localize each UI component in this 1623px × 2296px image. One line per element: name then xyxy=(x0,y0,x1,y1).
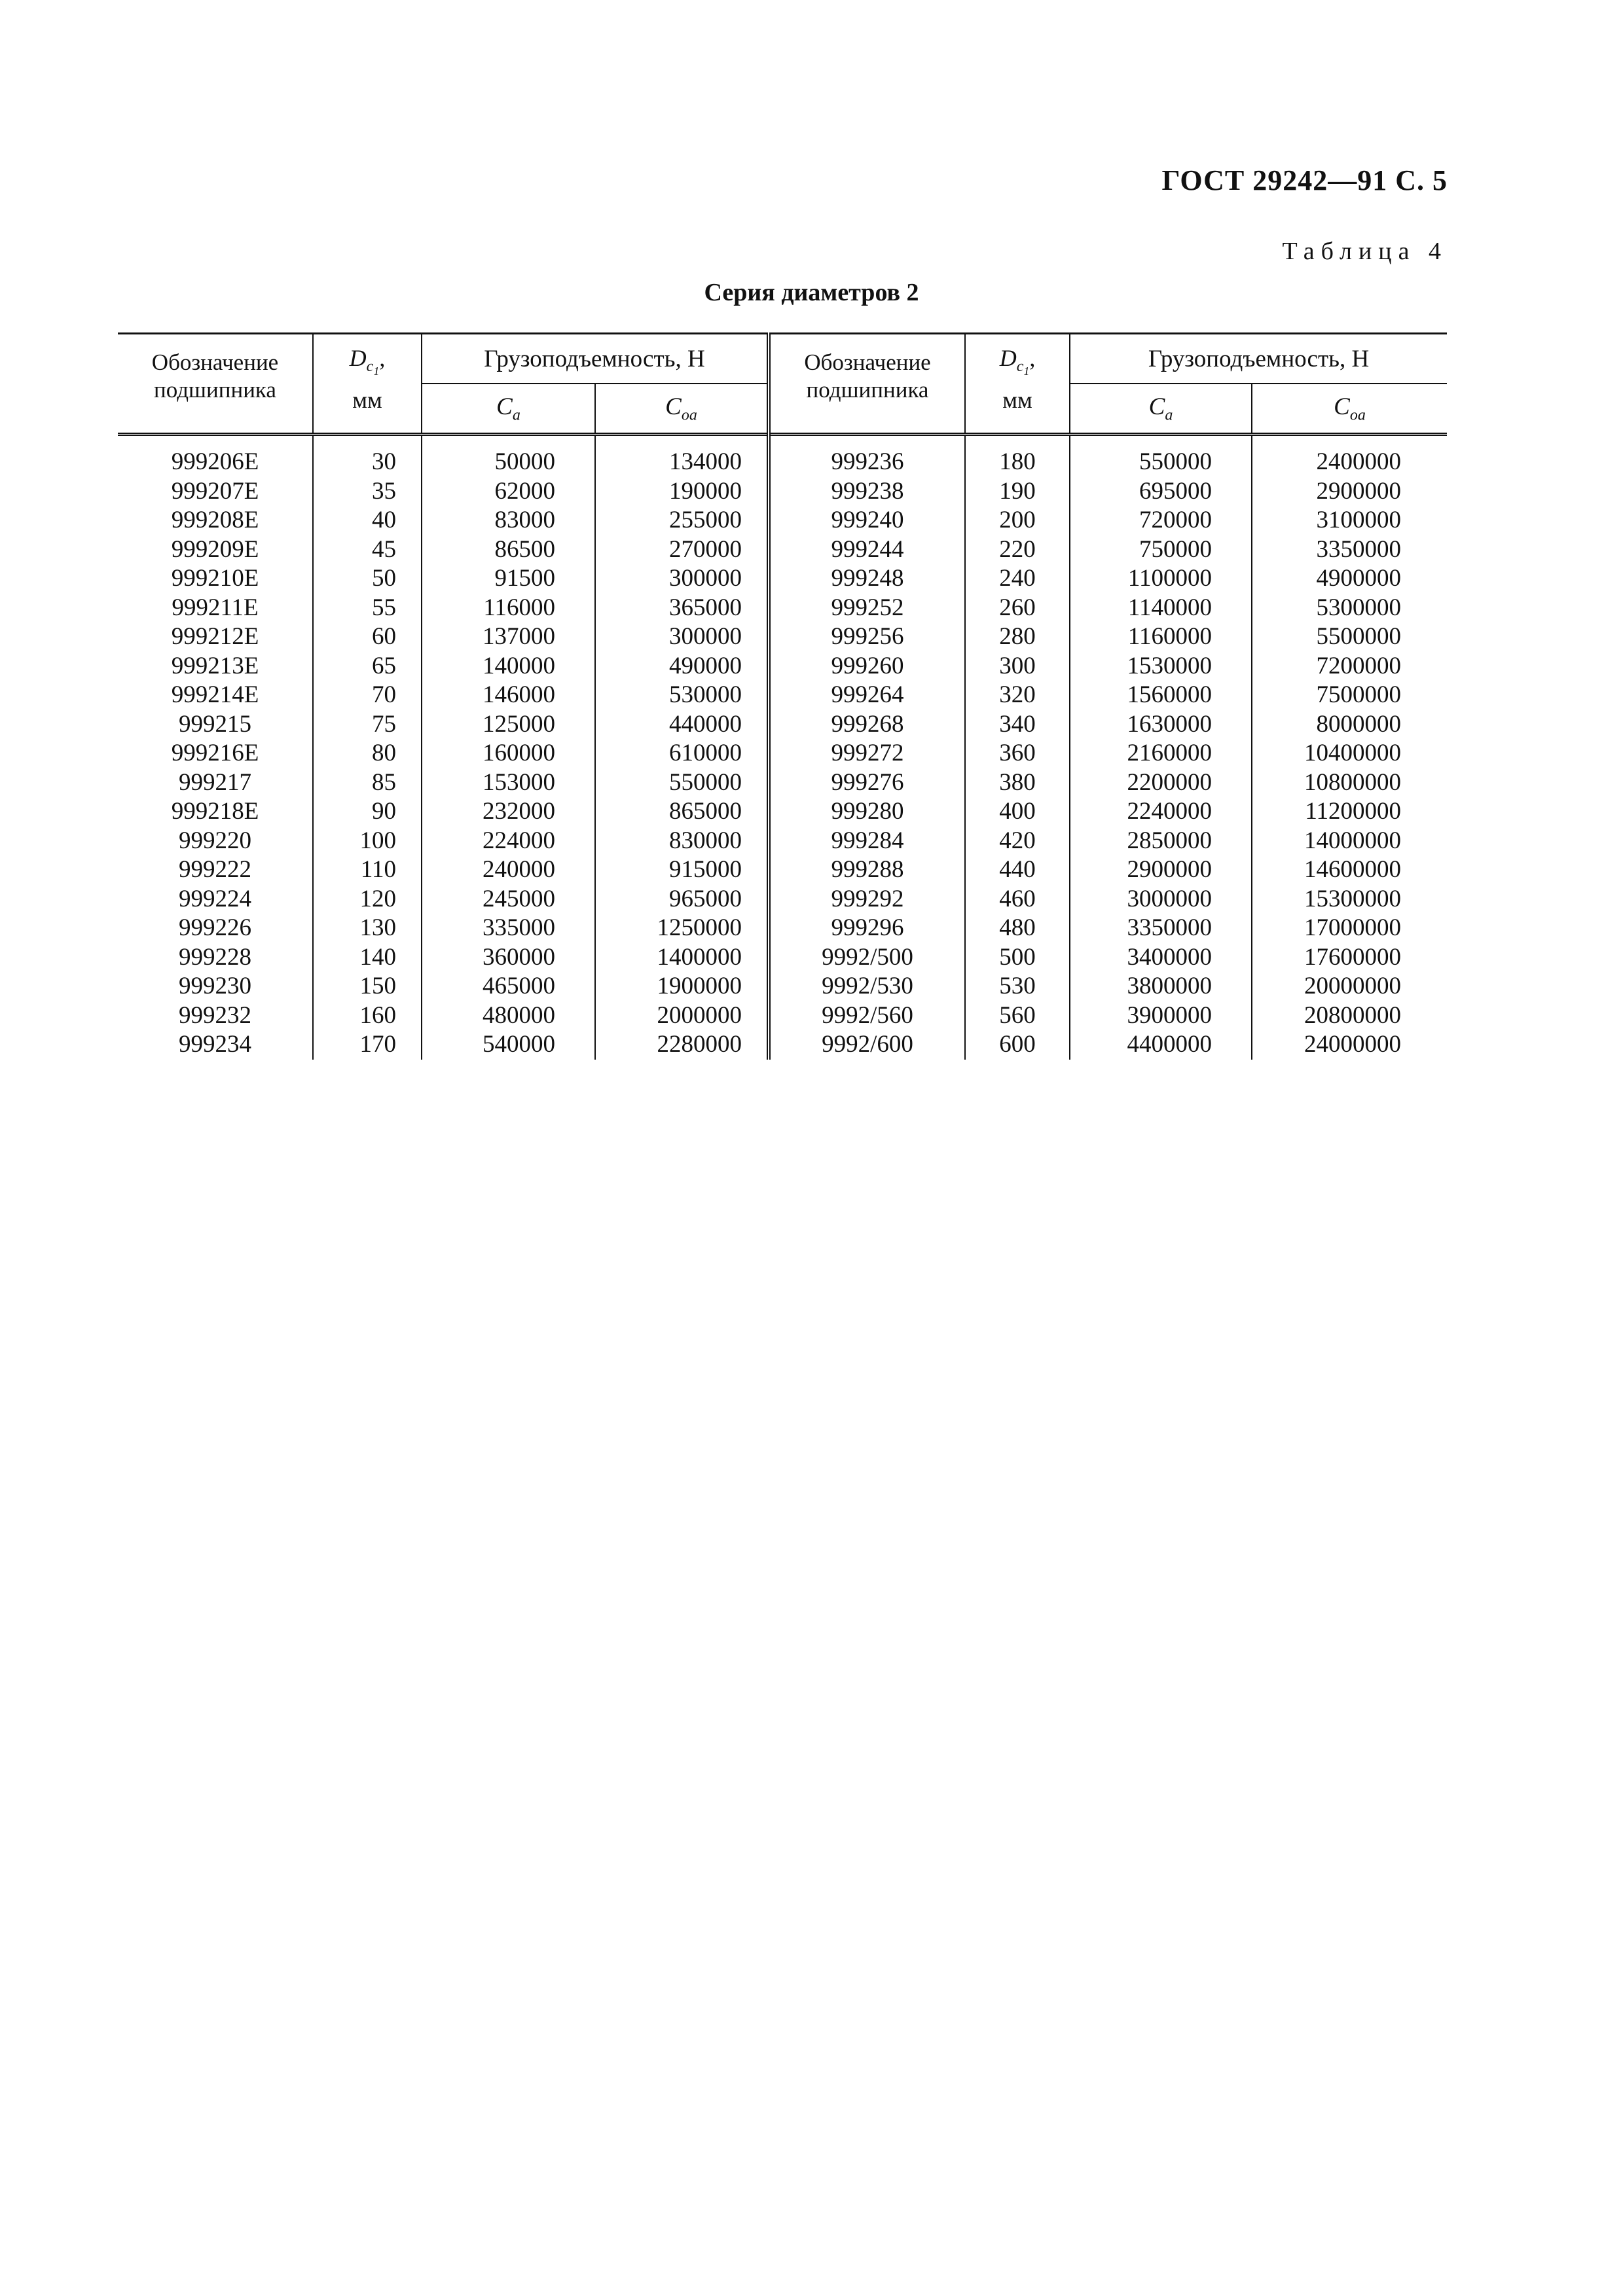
diameter-cell-right: 340 xyxy=(965,710,1070,740)
coa-cell: 490000 xyxy=(595,652,769,681)
ca-cell-right: 1630000 xyxy=(1070,710,1252,740)
designation-cell: 999209E xyxy=(118,535,313,565)
designation-header-line2: подшипника xyxy=(154,377,276,403)
designation-cell-right: 999276 xyxy=(769,768,965,798)
ca-cell-right: 3400000 xyxy=(1070,943,1252,973)
ca-cell: 480000 xyxy=(422,1001,595,1031)
ca-cell: 146000 xyxy=(422,681,595,710)
designation-cell: 999224 xyxy=(118,885,313,914)
table-row xyxy=(118,535,1447,565)
coa-cell: 530000 xyxy=(595,681,769,710)
diameter-cell: 140 xyxy=(313,943,422,973)
coa-cell-right: 3350000 xyxy=(1316,535,1402,563)
ca-cell-right: 2240000 xyxy=(1070,797,1252,827)
ca-cell: 160000 xyxy=(422,739,595,768)
ca-cell: 137000 xyxy=(422,622,595,652)
designation-cell: 999212E xyxy=(118,622,313,652)
diameter-cell: 120 xyxy=(313,885,422,914)
coa-cell-right: 20800000 xyxy=(1304,1001,1402,1029)
designation-cell: 999215 xyxy=(118,710,313,740)
coa-cell-right: 5500000 xyxy=(1316,623,1402,650)
table-row xyxy=(118,1030,1447,1060)
designation-header-right-line2: подшипника xyxy=(806,377,929,403)
designation-header-line1: Обозначение xyxy=(151,350,279,375)
ca-cell-right: 750000 xyxy=(1070,535,1252,565)
coa-cell-right: 2900000 xyxy=(1316,477,1402,505)
coa-cell-right: 8000000 xyxy=(1316,710,1402,738)
coa-cell: 830000 xyxy=(595,827,769,856)
ca-cell-right: 550000 xyxy=(1070,435,1252,477)
ca-cell-right: 3350000 xyxy=(1070,914,1252,943)
designation-cell: 999222 xyxy=(118,855,313,885)
coa-cell-right: 11200000 xyxy=(1305,798,1402,825)
table-row xyxy=(118,652,1447,681)
designation-header xyxy=(118,334,313,435)
diameter-cell: 85 xyxy=(313,768,422,798)
diameter-cell: 70 xyxy=(313,681,422,710)
diameter-cell-right: 320 xyxy=(965,681,1070,710)
designation-cell-right: 999280 xyxy=(769,797,965,827)
coa-cell: 2000000 xyxy=(595,1001,769,1031)
ca-cell: 540000 xyxy=(422,1030,595,1060)
coa-cell-right: 4900000 xyxy=(1316,565,1402,592)
diameter-cell-right: 240 xyxy=(965,564,1070,594)
ca-cell-right: 1560000 xyxy=(1070,681,1252,710)
coa-cell-right: 17600000 xyxy=(1304,943,1402,971)
coa-cell: 440000 xyxy=(595,710,769,740)
diameter-cell-right: 180 xyxy=(965,435,1070,477)
coa-cell: 610000 xyxy=(595,739,769,768)
coa-cell: 255000 xyxy=(595,506,769,535)
designation-cell-right: 999252 xyxy=(769,594,965,623)
diameter-cell: 130 xyxy=(313,914,422,943)
ca-cell-right: 1140000 xyxy=(1070,594,1252,623)
diameter-cell: 60 xyxy=(313,622,422,652)
diameter-cell-right: 560 xyxy=(965,1001,1070,1031)
coa-cell-right: 2400000 xyxy=(1316,448,1402,475)
designation-header-right xyxy=(769,334,965,435)
designation-cell: 999228 xyxy=(118,943,313,973)
designation-cell: 999226 xyxy=(118,914,313,943)
designation-cell: 999217 xyxy=(118,768,313,798)
coa-cell-right: 5300000 xyxy=(1316,594,1402,621)
diameter-cell-right: 440 xyxy=(965,855,1070,885)
diameter-cell: 110 xyxy=(313,855,422,885)
coa-cell: 550000 xyxy=(595,768,769,798)
table-row xyxy=(118,768,1447,798)
designation-cell-right: 999256 xyxy=(769,622,965,652)
ca-cell-right: 2850000 xyxy=(1070,827,1252,856)
coa-header-right: $C_{oa}$ xyxy=(1252,384,1447,435)
designation-cell: 999214E xyxy=(118,681,313,710)
ca-cell: 465000 xyxy=(422,972,595,1001)
table-row xyxy=(118,710,1447,740)
coa-cell: 300000 xyxy=(595,622,769,652)
coa-cell-right: 14000000 xyxy=(1304,827,1402,854)
diameter-cell-right: 420 xyxy=(965,827,1070,856)
diameter-cell-right: 480 xyxy=(965,914,1070,943)
table-row xyxy=(118,855,1447,885)
designation-cell-right: 9992/500 xyxy=(769,943,965,973)
diameter-header-right: $D_{c_1}$, мм xyxy=(965,334,1070,435)
diameter-unit-right: мм xyxy=(1002,386,1032,413)
table-row xyxy=(118,594,1447,623)
designation-cell: 999207E xyxy=(118,477,313,507)
coa-cell-right: 7200000 xyxy=(1316,652,1402,679)
series-title: Серия диаметров 2 xyxy=(704,279,919,306)
diameter-cell-right: 260 xyxy=(965,594,1070,623)
ca-cell-right: 695000 xyxy=(1070,477,1252,507)
ca-cell: 335000 xyxy=(422,914,595,943)
diameter-cell-right: 220 xyxy=(965,535,1070,565)
page-header-standard: ГОСТ 29242—91 С. 5 xyxy=(1161,164,1448,196)
ca-cell-right: 1100000 xyxy=(1070,564,1252,594)
coa-cell-right: 10400000 xyxy=(1304,740,1402,766)
table-row xyxy=(118,435,1447,477)
diameter-cell-right: 400 xyxy=(965,797,1070,827)
designation-cell: 999234 xyxy=(118,1030,313,1060)
coa-cell: 134000 xyxy=(595,435,769,477)
diameter-cell-right: 280 xyxy=(965,622,1070,652)
table-row xyxy=(118,827,1447,856)
ca-cell: 86500 xyxy=(422,535,595,565)
designation-cell-right: 999288 xyxy=(769,855,965,885)
coa-cell-right: 24000000 xyxy=(1304,1031,1402,1058)
ca-cell: 125000 xyxy=(422,710,595,740)
ca-cell: 91500 xyxy=(422,564,595,594)
ca-cell: 224000 xyxy=(422,827,595,856)
designation-cell-right: 999248 xyxy=(769,564,965,594)
diameter-cell: 65 xyxy=(313,652,422,681)
capacity-header: Грузоподъемность, Н xyxy=(422,334,769,384)
table-row xyxy=(118,943,1447,973)
diameter-cell: 30 xyxy=(313,435,422,477)
diameter-cell-right: 360 xyxy=(965,739,1070,768)
diameter-cell-right: 500 xyxy=(965,943,1070,973)
table-row xyxy=(118,681,1447,710)
diameter-symbol: $D_{c_1}$ xyxy=(349,345,380,378)
diameter-cell: 35 xyxy=(313,477,422,507)
designation-cell: 999232 xyxy=(118,1001,313,1031)
designation-cell-right: 9992/600 xyxy=(769,1030,965,1060)
ca-cell: 245000 xyxy=(422,885,595,914)
coa-cell: 190000 xyxy=(595,477,769,507)
table-row xyxy=(118,914,1447,943)
ca-cell: 140000 xyxy=(422,652,595,681)
diameter-cell-right: 600 xyxy=(965,1030,1070,1060)
table-row xyxy=(118,1001,1447,1031)
designation-cell-right: 999236 xyxy=(769,435,965,477)
designation-header-right-line1: Обозначение xyxy=(804,350,931,375)
ca-cell: 240000 xyxy=(422,855,595,885)
table-row xyxy=(118,622,1447,652)
diameter-cell: 40 xyxy=(313,506,422,535)
designation-cell-right: 9992/560 xyxy=(769,1001,965,1031)
diameter-cell: 150 xyxy=(313,972,422,1001)
diameter-cell: 170 xyxy=(313,1030,422,1060)
designation-cell: 999210E xyxy=(118,564,313,594)
diameter-cell-right: 460 xyxy=(965,885,1070,914)
ca-cell-right: 3000000 xyxy=(1070,885,1252,914)
ca-cell: 62000 xyxy=(422,477,595,507)
diameter-cell-right: 530 xyxy=(965,972,1070,1001)
ca-cell: 83000 xyxy=(422,506,595,535)
table-row xyxy=(118,564,1447,594)
coa-cell-right: 10800000 xyxy=(1304,768,1402,796)
ca-cell: 116000 xyxy=(422,594,595,623)
ca-cell-right: 3900000 xyxy=(1070,1001,1252,1031)
table-body xyxy=(118,435,1447,1060)
designation-cell-right: 999238 xyxy=(769,477,965,507)
diameter-cell-right: 380 xyxy=(965,768,1070,798)
designation-cell: 999230 xyxy=(118,972,313,1001)
table-row xyxy=(118,885,1447,914)
bearing-load-table xyxy=(118,332,1447,1060)
ca-cell-right: 4400000 xyxy=(1070,1030,1252,1060)
designation-cell: 999206E xyxy=(118,435,313,477)
coa-cell: 1400000 xyxy=(595,943,769,973)
table-header xyxy=(118,334,1447,435)
diameter-header: $D_{c_1}$, мм xyxy=(313,334,422,435)
ca-cell: 50000 xyxy=(422,435,595,477)
table-row xyxy=(118,477,1447,507)
designation-cell-right: 999296 xyxy=(769,914,965,943)
designation-cell-right: 999240 xyxy=(769,506,965,535)
ca-cell-right: 3800000 xyxy=(1070,972,1252,1001)
diameter-cell: 75 xyxy=(313,710,422,740)
table-row xyxy=(118,739,1447,768)
designation-cell-right: 999284 xyxy=(769,827,965,856)
designation-cell-right: 999260 xyxy=(769,652,965,681)
table-row xyxy=(118,506,1447,535)
diameter-cell-right: 200 xyxy=(965,506,1070,535)
designation-cell: 999218E xyxy=(118,797,313,827)
table-row xyxy=(118,972,1447,1001)
table-row xyxy=(118,797,1447,827)
coa-cell-right: 17000000 xyxy=(1304,914,1402,941)
table-number-label: Таблица 4 xyxy=(1282,238,1448,265)
diameter-symbol-right: $D_{c_1}$ xyxy=(999,345,1030,378)
coa-cell-right: 14600000 xyxy=(1304,856,1402,883)
designation-cell-right: 999268 xyxy=(769,710,965,740)
diameter-cell: 55 xyxy=(313,594,422,623)
coa-cell: 2280000 xyxy=(595,1030,769,1060)
coa-cell: 1900000 xyxy=(595,972,769,1001)
coa-cell: 965000 xyxy=(595,885,769,914)
ca-cell-right: 2200000 xyxy=(1070,768,1252,798)
diameter-cell: 50 xyxy=(313,564,422,594)
diameter-cell: 45 xyxy=(313,535,422,565)
coa-cell-right: 7500000 xyxy=(1316,681,1402,708)
designation-cell-right: 999244 xyxy=(769,535,965,565)
coa-header: $C_{oa}$ xyxy=(595,384,769,435)
ca-cell-right: 2160000 xyxy=(1070,739,1252,768)
diameter-cell: 100 xyxy=(313,827,422,856)
capacity-header-right: Грузоподъемность, Н xyxy=(1070,334,1447,384)
ca-header-right: $C_a$ xyxy=(1070,384,1252,435)
coa-cell: 865000 xyxy=(595,797,769,827)
designation-cell-right: 9992/530 xyxy=(769,972,965,1001)
diameter-cell-right: 300 xyxy=(965,652,1070,681)
diameter-cell: 80 xyxy=(313,739,422,768)
diameter-cell: 160 xyxy=(313,1001,422,1031)
coa-cell: 915000 xyxy=(595,855,769,885)
ca-cell: 153000 xyxy=(422,768,595,798)
designation-cell-right: 999272 xyxy=(769,739,965,768)
diameter-cell: 90 xyxy=(313,797,422,827)
diameter-unit: мм xyxy=(352,386,382,413)
coa-cell: 1250000 xyxy=(595,914,769,943)
designation-cell-right: 999292 xyxy=(769,885,965,914)
designation-cell-right: 999264 xyxy=(769,681,965,710)
ca-cell-right: 1530000 xyxy=(1070,652,1252,681)
coa-cell-right: 20000000 xyxy=(1304,973,1402,999)
ca-header: $C_a$ xyxy=(422,384,595,435)
ca-cell: 360000 xyxy=(422,943,595,973)
coa-cell: 270000 xyxy=(595,535,769,565)
coa-cell-right: 3100000 xyxy=(1316,507,1402,533)
designation-cell: 999216E xyxy=(118,739,313,768)
ca-cell-right: 720000 xyxy=(1070,506,1252,535)
coa-cell: 300000 xyxy=(595,564,769,594)
ca-cell-right: 2900000 xyxy=(1070,855,1252,885)
coa-cell: 365000 xyxy=(595,594,769,623)
diameter-cell-right: 190 xyxy=(965,477,1070,507)
coa-cell-right: 15300000 xyxy=(1304,885,1402,912)
ca-cell: 232000 xyxy=(422,797,595,827)
designation-cell: 999220 xyxy=(118,827,313,856)
ca-cell-right: 1160000 xyxy=(1070,622,1252,652)
designation-cell: 999211E xyxy=(118,594,313,623)
designation-cell: 999213E xyxy=(118,652,313,681)
designation-cell: 999208E xyxy=(118,506,313,535)
